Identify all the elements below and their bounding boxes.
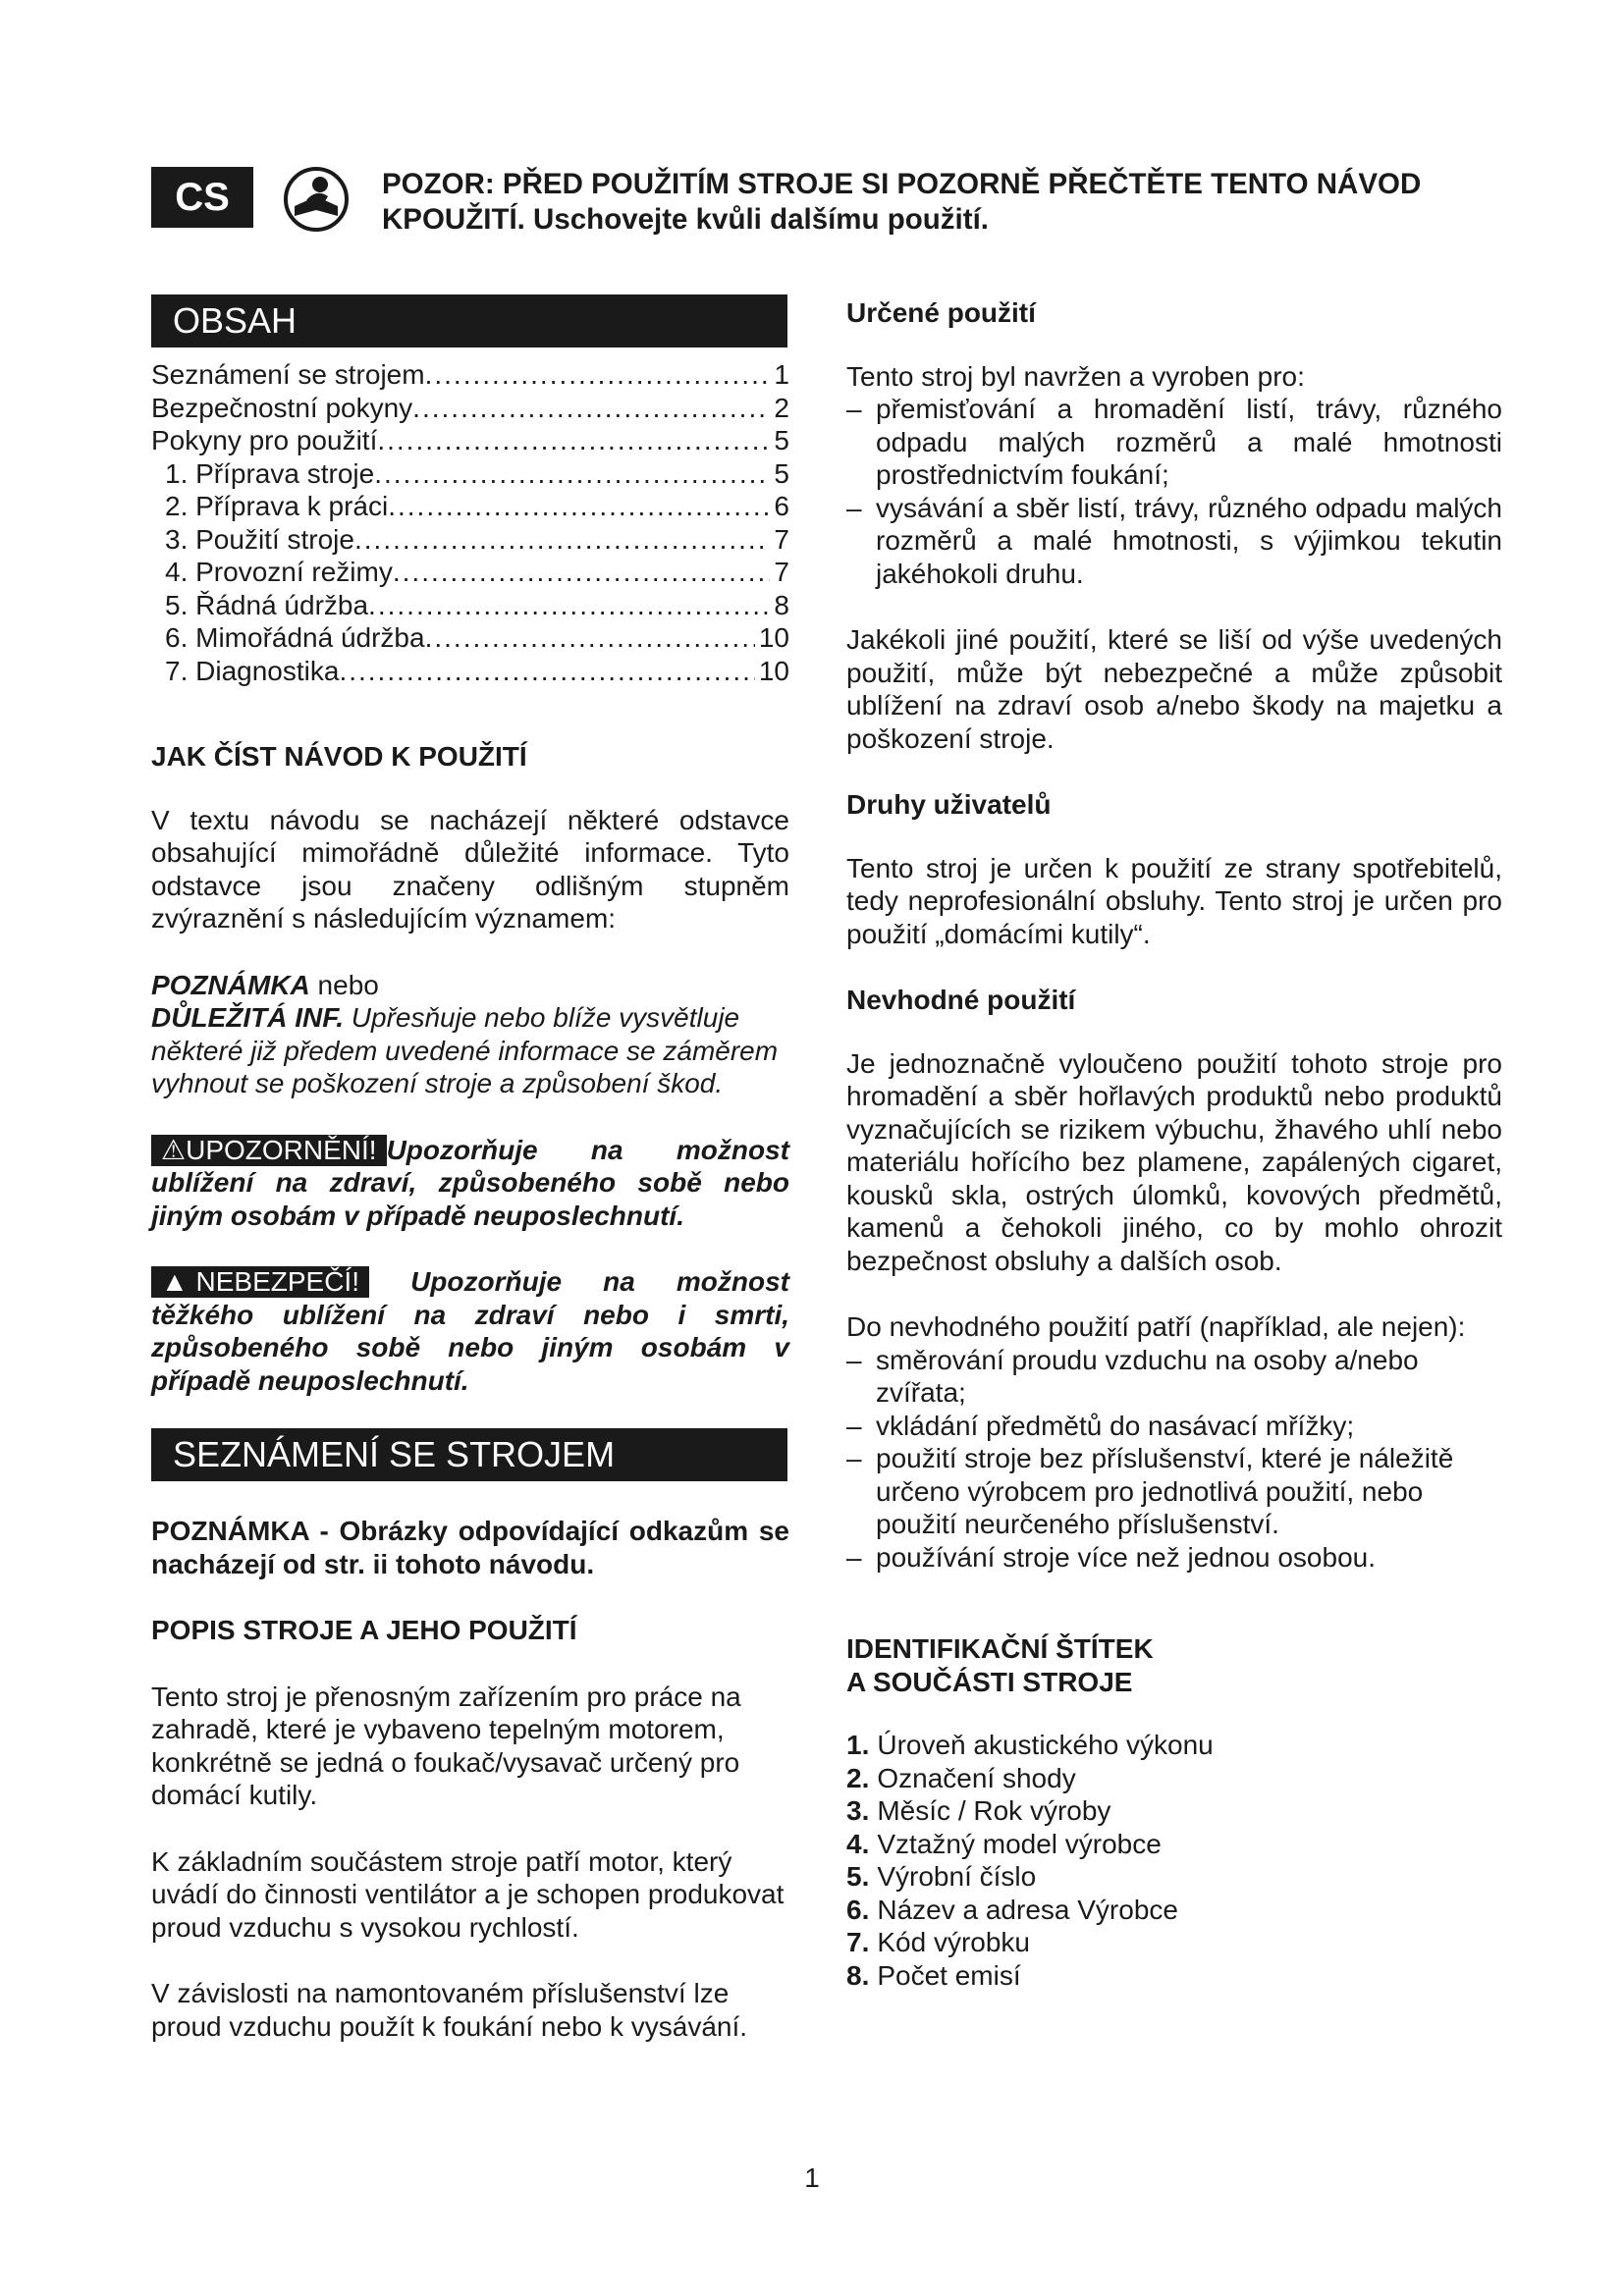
description-heading: POPIS STROJE A JEHO POUŽITÍ	[151, 1615, 577, 1645]
toc-item[interactable]: 1. Příprava stroje ..... 5	[151, 457, 789, 491]
intro-note: POZNÁMKA - Obrázky odpovídající odkazům se nacházejí od str. ii tohoto návodu.	[151, 1516, 789, 1579]
list-item: – používání stroje více než jednou osobou.	[846, 1541, 1502, 1575]
danger-paragraph	[151, 1265, 789, 1397]
description-p3: V závislosti na namontovaném příslušenství lze proud vzduchu použít k foukání nebo k vysávání.	[151, 1978, 748, 2042]
page-number: 1	[804, 2163, 820, 2193]
improper-use-heading: Nevhodné použití	[846, 985, 1076, 1015]
toc-item[interactable]: 4. Provozní režimy ..... 7	[151, 556, 789, 589]
note-paragraph: POZNÁMKA nebo DŮLEŽITÁ INF. Upřesňuje nebo blíže vysvětluje některé již předem uvedené informace se záměrem vyhnout se poškození stroje a způsobení škod.	[151, 969, 779, 1098]
users-heading: Druhy uživatelů	[846, 789, 1052, 820]
warning-paragraph	[151, 1134, 789, 1233]
improper-use-p2: Do nevhodného použití patří (například, ale nejen):	[846, 1311, 1466, 1342]
toc-item[interactable]: 2. Příprava k práci ..... 6	[151, 490, 789, 523]
list-item: – použití stroje bez příslušenství, které je náležitě určeno výrobcem pro jednotlivá použití, nebo použití neurčeného příslušenství.	[846, 1442, 1502, 1541]
list-item: 4. Vztažný model výrobce	[846, 1828, 1162, 1859]
list-item: 5. Výrobní číslo	[846, 1861, 1037, 1892]
note-label: POZNÁMKA	[151, 969, 310, 1000]
description-p1: Tento stroj je přenosným zařízením pro práce na zahradě, které je vybaveno tepelným motorem, konkrétně se jedná o foukač/vysavač určený pro domácí kutily.	[151, 1681, 741, 1810]
intended-use-other: Jakékoli jiné použití, které se liší od výše uvedených použití, může být nebezpečné a může způsobit ublížení na zdraví osob a/nebo škody na majetku a poškození stroje.	[846, 624, 1502, 754]
read-manual-icon	[283, 167, 350, 232]
id-plate-parts-list	[846, 1729, 1502, 1992]
toc-item[interactable]: 6. Mimořádná údržba ..... 10	[151, 621, 789, 655]
how-to-read-heading: JAK ČÍST NÁVOD K POUŽITÍ	[151, 741, 527, 772]
intended-use-heading: Určené použití	[846, 297, 1036, 328]
warning-tag: ⚠UPOZORNĚNÍ!	[151, 1135, 387, 1166]
intro-section-title: SEZNÁMENÍ SE STROJEM	[151, 1428, 787, 1481]
danger-triangle-icon: ▲	[161, 1266, 189, 1297]
right-column	[846, 294, 1502, 1992]
list-item: 2. Označení shody	[846, 1762, 1076, 1793]
how-to-read-intro: V textu návodu se nacházejí některé odstavce obsahující mimořádně důležité informace. Tyto odstavce jsou značeny odlišným stupněm zvýraznění s následujícím významem:	[151, 804, 789, 934]
list-item: 8. Počet emisí	[846, 1959, 1021, 1991]
list-item: 7. Kód výrobku	[846, 1927, 1030, 1957]
toc-title: OBSAH	[151, 294, 787, 347]
improper-use-list	[846, 1344, 1502, 1575]
list-item: – vysávání a sběr listí, trávy, různého odpadu malých rozměrů a malé hmotnosti, s výjimkou tekutin jakéhokoli druhu.	[846, 492, 1502, 591]
table-of-contents	[151, 358, 789, 687]
intended-use-intro: Tento stroj byl navržen a vyroben pro:	[846, 360, 1305, 392]
description-p2: K základním součástem stroje patří motor, který uvádí do činnosti ventilátor a je schopen produkovat proud vzduchu s vysokou rychlostí.	[151, 1845, 785, 1943]
important-text: Upřesňuje nebo blíže vysvětluje některé již předem uvedené informace se záměrem vyhnout se poškození stroje a způsobení škod.	[151, 1002, 779, 1098]
warning-line-1: POZOR: PŘED POUŽITÍM STROJE SI POZORNĚ PŘEČTĚTE TENTO NÁVOD	[382, 168, 1422, 200]
intended-use-list	[846, 393, 1502, 590]
language-badge: CS	[151, 167, 253, 228]
warning-line-2: KPOUŽITÍ. Uschovejte kvůli dalšímu použití.	[382, 203, 989, 236]
warning-text: Upozorňuje na možnost ublížení na zdraví, způsobeného sobě nebo jiným osobám v případě neuposlechnutí.	[151, 1134, 789, 1231]
list-item: 3. Měsíc / Rok výroby	[846, 1795, 1111, 1826]
left-column	[151, 294, 789, 2043]
list-item: – přemisťování a hromadění listí, trávy, různého odpadu malých rozměrů a malé hmotnosti prostřednictvím foukání;	[846, 393, 1502, 492]
toc-item[interactable]: 7. Diagnostika ..... 10	[151, 655, 789, 688]
danger-text: Upozorňuje na možnost těžkého ublížení na zdraví nebo i smrti, způsobeného sobě nebo jiným osobám v případě neuposlechnutí.	[151, 1266, 790, 1396]
list-item: 6. Název a adresa Výrobce	[846, 1894, 1178, 1925]
warning-triangle-icon: ⚠	[161, 1134, 187, 1165]
improper-use-p1: Je jednoznačně vyloučeno použití tohoto stroje pro hromadění a sběr hořlavých produktů nebo produktů vyznačujících se rizikem výbuchu, žhavého uhlí nebo materiálu hořícího bez plamene, zapálených cigaret, kousků skla, ostrých úlomků, kovových předmětů, kamenů a čehokoli jiného, co by mohlo ohrozit bezpečnost obsluhy a dalších osob.	[846, 1047, 1502, 1276]
toc-item[interactable]: Pokyny pro použití ..... 5	[151, 424, 789, 457]
danger-tag: ▲ NEBEZPEČÍ!	[151, 1266, 369, 1298]
toc-item[interactable]: Bezpečnostní pokyny ..... 2	[151, 392, 789, 425]
list-item: – směrování proudu vzduchu na osoby a/nebo zvířata;	[846, 1344, 1502, 1410]
list-item: 1. Úroveň akustického výkonu	[846, 1730, 1214, 1760]
toc-item[interactable]: 5. Řádná údržba ..... 8	[151, 589, 789, 622]
toc-item[interactable]: 3. Použití stroje ..... 7	[151, 523, 789, 557]
list-item: – vkládání předmětů do nasávací mřížky;	[846, 1410, 1502, 1443]
toc-item[interactable]: Seznámení se strojem ..... 1	[151, 358, 789, 392]
id-plate-heading: IDENTIFIKAČNÍ ŠTÍTEK A SOUČÁSTI STROJE	[846, 1633, 1154, 1697]
safety-warning-header	[382, 167, 1491, 238]
users-text: Tento stroj je určen k použití ze strany spotřebitelů, tedy neprofesionální obsluhy. Tento stroj je určen pro použití „domácími kutily“.	[846, 852, 1502, 949]
important-label: DŮLEŽITÁ INF.	[151, 1002, 344, 1033]
